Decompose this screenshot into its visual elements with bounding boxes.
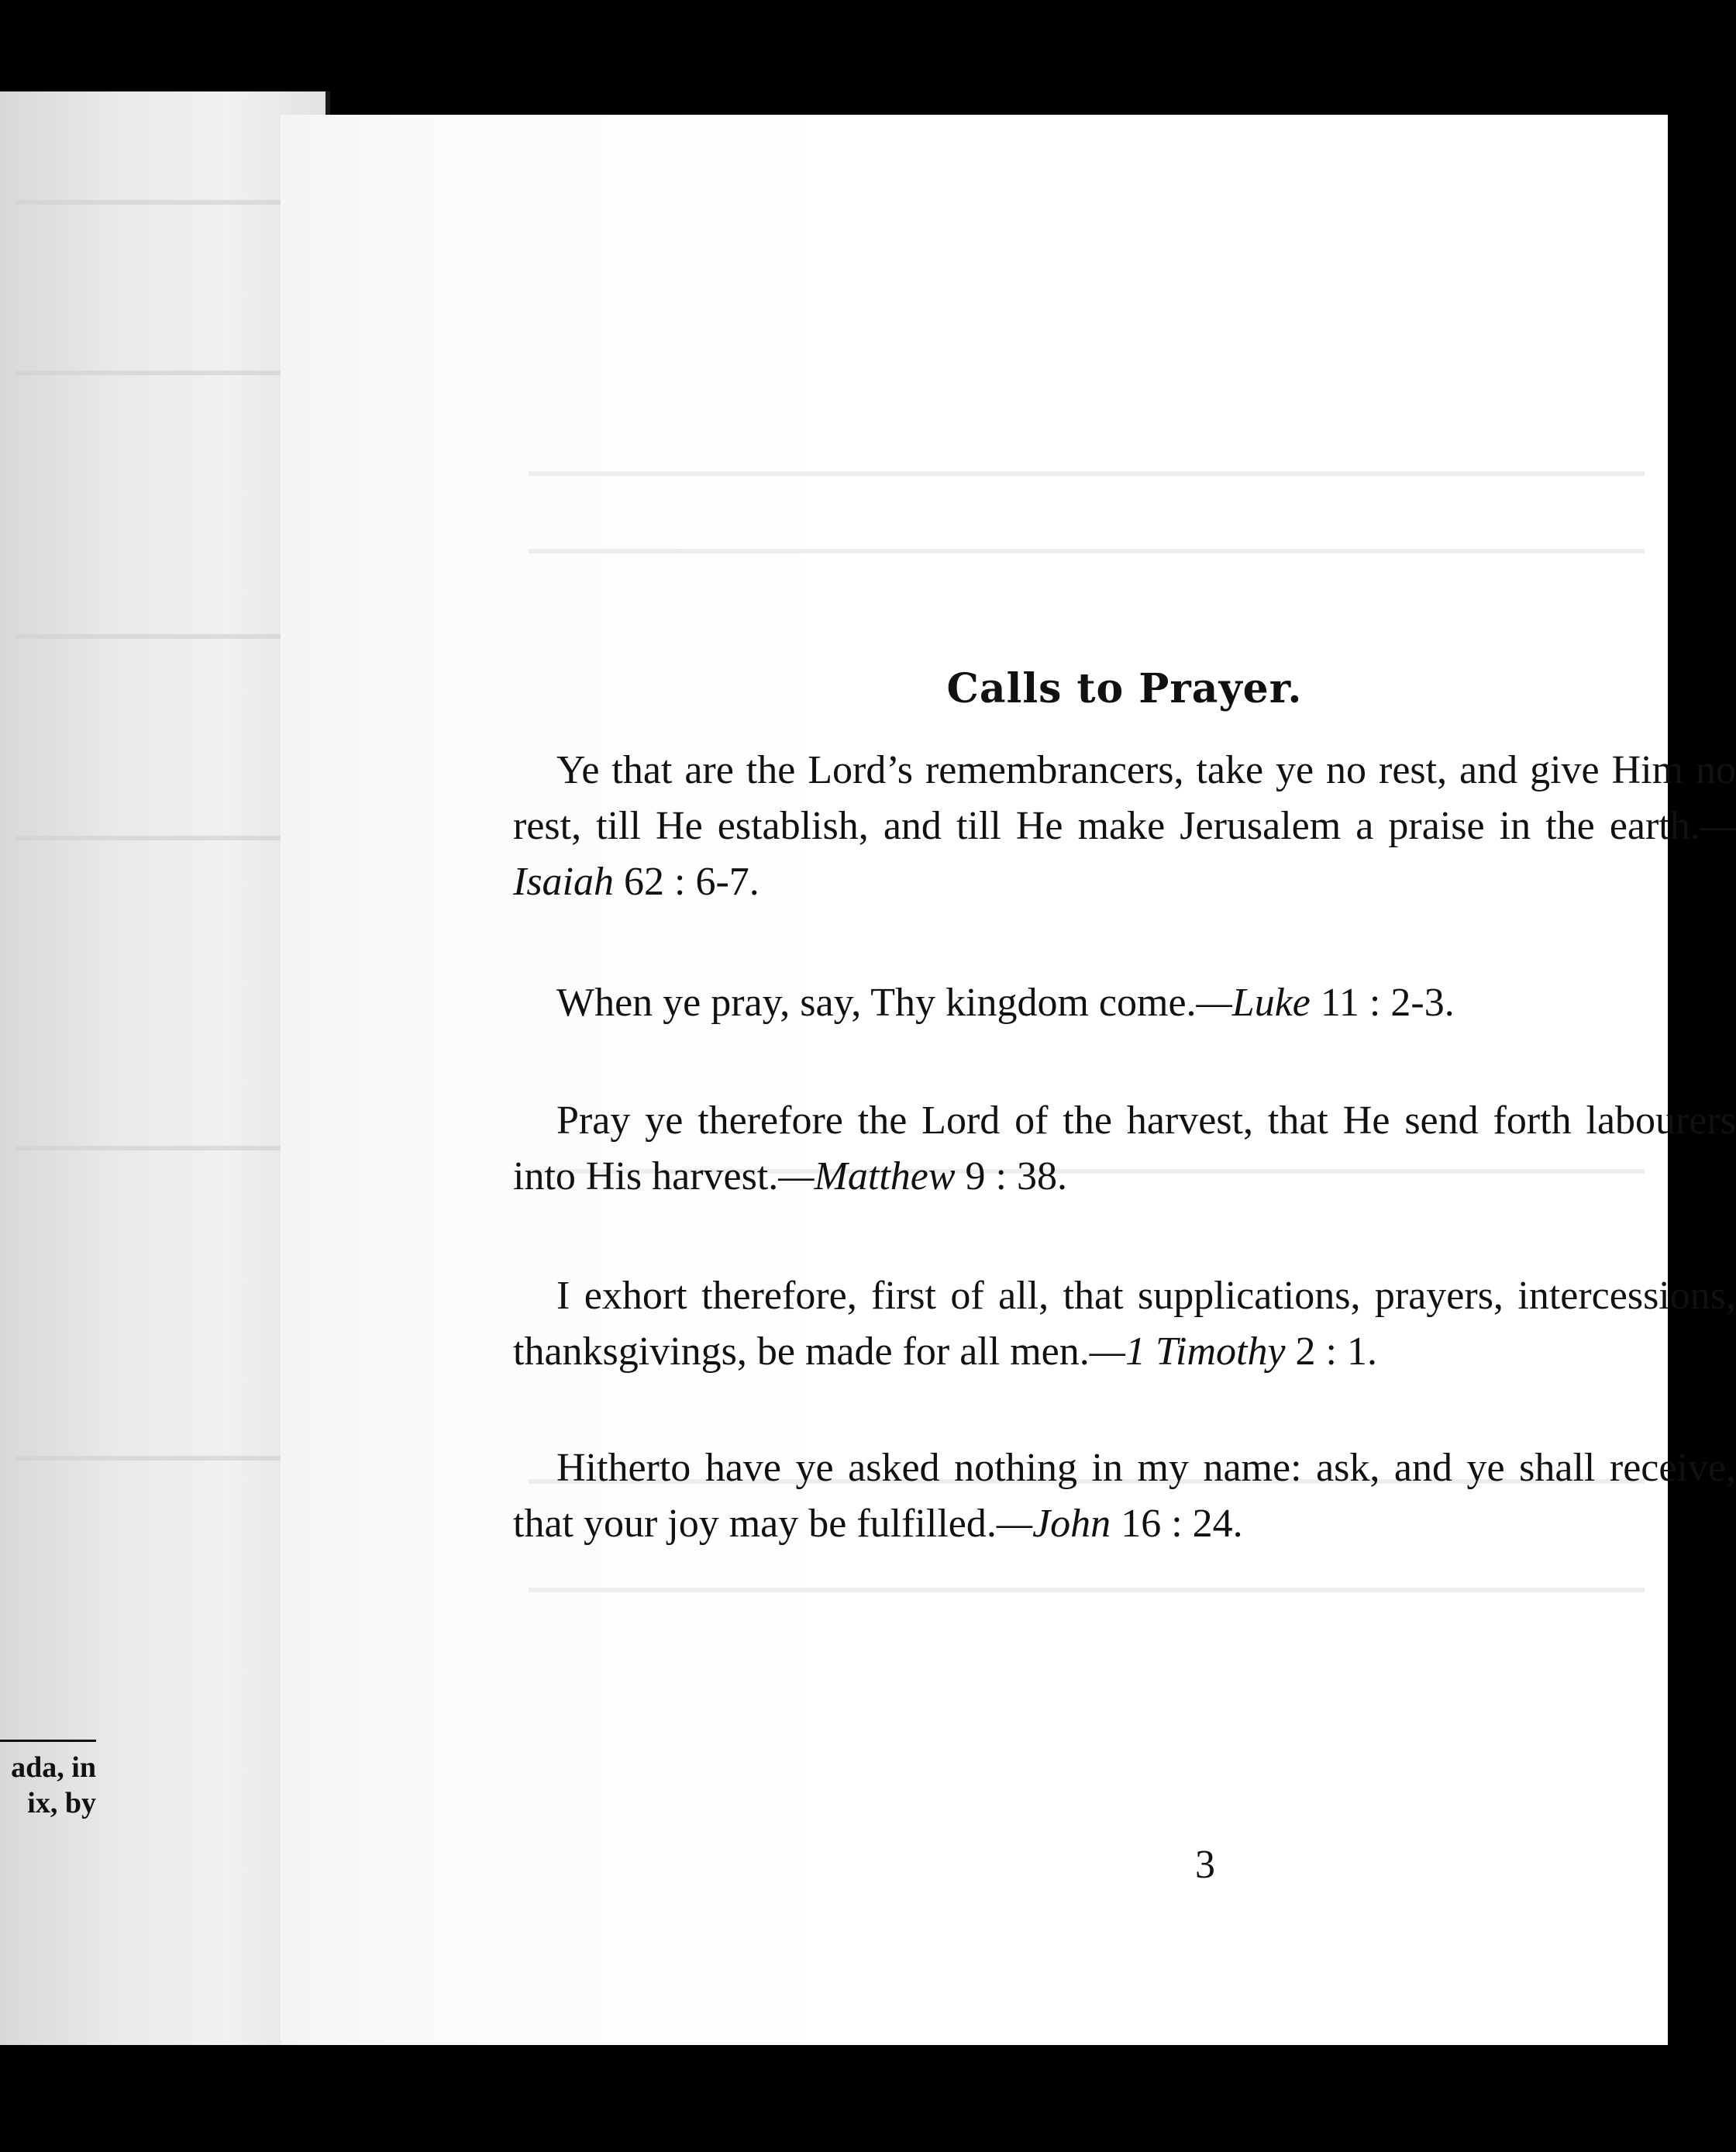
show-through-line: [16, 371, 294, 375]
verse-timothy: [513, 1268, 1736, 1380]
page-heading: Calls to Prayer.: [946, 665, 1303, 712]
show-through-line: [529, 549, 1645, 554]
verse-text: Ye that are the Lord’s remembrancers, take ye no rest, and give Him no rest, till He establish, and till He make Jerusalem a praise in the earth.: [513, 748, 1736, 848]
show-through-line: [16, 836, 294, 840]
verse-reference-citation: 2 : 1.: [1285, 1329, 1377, 1374]
verse-reference-book: —Matthew: [778, 1154, 956, 1198]
verse-isaiah: [513, 743, 1736, 910]
show-through-line: [529, 1588, 1645, 1592]
verse-reference-citation: 16 : 24.: [1111, 1502, 1243, 1546]
verse-matthew: [513, 1093, 1736, 1205]
verse-text: Pray ye therefore the Lord of the harvest, that He send forth labourers into His harvest.: [513, 1098, 1736, 1198]
verse-john: [513, 1440, 1736, 1552]
previous-page-text-line-1: ada, in: [11, 1751, 96, 1784]
verse-text: I exhort therefore, first of all, that supplications, prayers, intercessions, thanksgivings, be made for all men.: [513, 1274, 1736, 1374]
verse-reference-citation: 9 : 38.: [955, 1154, 1067, 1198]
verse-reference-citation: 11 : 2-3.: [1310, 981, 1455, 1025]
show-through-line: [529, 471, 1645, 476]
verse-reference-citation: 62 : 6-7.: [614, 860, 760, 904]
verse-text: When ye pray, say, Thy kingdom come.: [556, 981, 1197, 1025]
verse-reference-book: —Isaiah: [513, 804, 1736, 904]
verse-luke: [513, 975, 1736, 1031]
verse-reference-book: —1 Timothy: [1089, 1329, 1286, 1374]
show-through-line: [16, 200, 294, 205]
previous-page-text-line-2: ix, by: [27, 1787, 96, 1819]
verse-reference-book: —Luke: [1196, 981, 1311, 1025]
show-through-line: [16, 1456, 294, 1461]
previous-page-rule: [0, 1740, 96, 1742]
page-number: 3: [1195, 1843, 1215, 1887]
show-through-line: [16, 1146, 294, 1150]
verse-reference-book: —John: [996, 1502, 1111, 1546]
book-page: [281, 115, 1736, 2045]
verse-text: Hitherto have ye asked nothing in my name: ask, and ye shall receive, that your joy may be fulfilled.: [513, 1446, 1736, 1546]
show-through-line: [16, 634, 294, 639]
